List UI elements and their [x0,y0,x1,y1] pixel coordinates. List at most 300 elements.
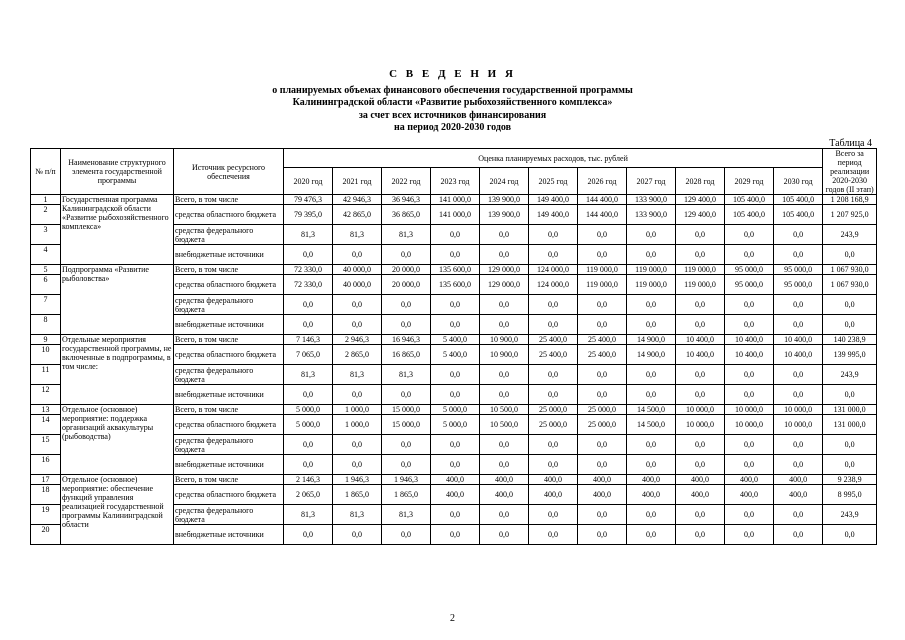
year-value: 0,0 [529,295,578,315]
period-total: 243,9 [823,365,877,385]
year-value: 144 400,0 [578,205,627,225]
year-value: 129 000,0 [480,275,529,295]
year-value: 0,0 [284,385,333,405]
year-value: 0,0 [627,225,676,245]
year-value: 400,0 [627,475,676,485]
year-value: 0,0 [480,505,529,525]
year-value: 25 000,0 [578,415,627,435]
financing-table [30,148,877,545]
year-value: 119 000,0 [676,265,725,275]
year-value: 0,0 [725,315,774,335]
row-number: 16 [31,455,61,475]
year-value: 400,0 [431,475,480,485]
year-value: 0,0 [480,245,529,265]
header-element: Наименование структурного элемента государственной программы [61,149,174,195]
funding-source: внебюджетные источники [174,315,284,335]
year-value: 81,3 [382,225,431,245]
year-value: 124 000,0 [529,265,578,275]
year-value: 400,0 [774,485,823,505]
row-number: 13 [31,405,61,415]
period-total: 243,9 [823,505,877,525]
year-value: 0,0 [382,525,431,545]
year-value: 25 400,0 [529,345,578,365]
year-value: 0,0 [431,315,480,335]
year-value: 141 000,0 [431,195,480,205]
year-value: 10 500,0 [480,415,529,435]
row-number: 8 [31,315,61,335]
year-value: 400,0 [725,485,774,505]
year-value: 0,0 [627,315,676,335]
year-value: 0,0 [333,295,382,315]
year-value: 0,0 [284,315,333,335]
period-total: 1 208 168,9 [823,195,877,205]
year-value: 129 400,0 [676,195,725,205]
doc-subtitle-line-3: за счет всех источников финансирования [358,110,547,121]
year-value: 124 000,0 [529,275,578,295]
year-value: 25 000,0 [529,405,578,415]
header-year: 2023 год [431,168,480,195]
year-value: 1 000,0 [333,415,382,435]
period-total: 9 238,9 [823,475,877,485]
year-value: 81,3 [284,225,333,245]
year-value: 72 330,0 [284,265,333,275]
year-value: 95 000,0 [774,275,823,295]
year-value: 400,0 [578,475,627,485]
year-value: 0,0 [382,315,431,335]
year-value: 1 946,3 [382,475,431,485]
year-value: 16 865,0 [382,345,431,365]
year-value: 0,0 [627,455,676,475]
row-number: 17 [31,475,61,485]
year-value: 105 400,0 [725,195,774,205]
year-value: 10 900,0 [480,335,529,345]
year-value: 0,0 [725,365,774,385]
table-row [31,265,877,275]
year-value: 1 946,3 [333,475,382,485]
year-value: 10 000,0 [774,405,823,415]
year-value: 0,0 [431,385,480,405]
table-row [31,475,877,485]
year-value: 0,0 [529,225,578,245]
year-value: 79 476,3 [284,195,333,205]
header-year: 2030 год [774,168,823,195]
year-value: 0,0 [627,435,676,455]
year-value: 0,0 [725,525,774,545]
year-value: 79 395,0 [284,205,333,225]
row-number: 1 [31,195,61,205]
year-value: 10 400,0 [676,345,725,365]
year-value: 0,0 [774,385,823,405]
year-value: 10 400,0 [774,345,823,365]
year-value: 105 400,0 [774,205,823,225]
year-value: 5 000,0 [431,405,480,415]
year-value: 5 000,0 [284,405,333,415]
year-value: 5 000,0 [284,415,333,435]
year-value: 0,0 [676,295,725,315]
year-value: 0,0 [480,225,529,245]
header-year: 2020 год [284,168,333,195]
year-value: 0,0 [333,525,382,545]
year-value: 40 000,0 [333,275,382,295]
period-total: 139 995,0 [823,345,877,365]
year-value: 10 400,0 [725,345,774,365]
funding-source: средства федерального бюджета [174,435,284,455]
year-value: 0,0 [480,525,529,545]
year-value: 400,0 [578,485,627,505]
year-value: 2 865,0 [333,345,382,365]
row-number: 4 [31,245,61,265]
funding-source: средства областного бюджета [174,345,284,365]
year-value: 400,0 [676,475,725,485]
row-number: 12 [31,385,61,405]
year-value: 25 400,0 [578,345,627,365]
funding-source: Всего, в том числе [174,405,284,415]
year-value: 10 000,0 [676,415,725,435]
year-value: 139 900,0 [480,195,529,205]
year-value: 0,0 [284,295,333,315]
year-value: 0,0 [333,385,382,405]
year-value: 20 000,0 [382,265,431,275]
year-value: 2 946,3 [333,335,382,345]
year-value: 0,0 [333,315,382,335]
year-value: 5 400,0 [431,345,480,365]
year-value: 149 400,0 [529,205,578,225]
year-value: 0,0 [529,525,578,545]
row-number: 7 [31,295,61,315]
year-value: 10 400,0 [774,335,823,345]
year-value: 0,0 [529,365,578,385]
year-value: 139 900,0 [480,205,529,225]
table-row [31,405,877,415]
year-value: 0,0 [774,525,823,545]
funding-source: средства областного бюджета [174,415,284,435]
row-number: 3 [31,225,61,245]
year-value: 0,0 [431,505,480,525]
year-value: 0,0 [333,435,382,455]
year-value: 1 000,0 [333,405,382,415]
year-value: 0,0 [627,505,676,525]
header-year: 2028 год [676,168,725,195]
period-total: 1 207 925,0 [823,205,877,225]
year-value: 133 900,0 [627,205,676,225]
year-value: 0,0 [774,225,823,245]
year-value: 0,0 [480,435,529,455]
table-label: Таблица 4 [829,138,872,149]
header-total: Всего за период реализации 2020-2030 годов (II этап) [823,149,877,195]
year-value: 81,3 [382,505,431,525]
funding-source: средства областного бюджета [174,275,284,295]
year-value: 14 500,0 [627,415,676,435]
year-value: 0,0 [529,435,578,455]
funding-source: Всего, в том числе [174,195,284,205]
doc-subtitle-line-1: о планируемых объемах финансового обеспечения государственной программы [272,85,633,96]
year-value: 42 865,0 [333,205,382,225]
year-value: 0,0 [431,225,480,245]
year-value: 0,0 [578,455,627,475]
year-value: 400,0 [774,475,823,485]
year-value: 42 946,3 [333,195,382,205]
year-value: 0,0 [627,245,676,265]
year-value: 10 400,0 [676,335,725,345]
year-value: 133 900,0 [627,195,676,205]
year-value: 0,0 [676,525,725,545]
structural-element-name: Отдельное (основное) мероприятие: обеспечение функций управления реализацией государственной программы Калининградской области [61,475,174,545]
year-value: 0,0 [382,245,431,265]
year-value: 0,0 [529,455,578,475]
row-number: 6 [31,275,61,295]
year-value: 0,0 [480,295,529,315]
year-value: 0,0 [627,525,676,545]
year-value: 81,3 [333,505,382,525]
year-value: 400,0 [431,485,480,505]
header-year: 2021 год [333,168,382,195]
year-value: 14 900,0 [627,335,676,345]
year-value: 0,0 [578,505,627,525]
year-value: 0,0 [382,385,431,405]
year-value: 0,0 [578,525,627,545]
year-value: 2 065,0 [284,485,333,505]
year-value: 5 000,0 [431,415,480,435]
year-value: 0,0 [431,295,480,315]
year-value: 25 400,0 [578,335,627,345]
year-value: 0,0 [578,245,627,265]
year-value: 10 400,0 [725,335,774,345]
table-row [31,195,877,205]
year-value: 0,0 [676,385,725,405]
year-value: 400,0 [480,475,529,485]
year-value: 0,0 [676,315,725,335]
header-year: 2027 год [627,168,676,195]
period-total: 0,0 [823,315,877,335]
year-value: 1 865,0 [333,485,382,505]
header-year: 2024 год [480,168,529,195]
year-value: 25 000,0 [578,405,627,415]
year-value: 0,0 [725,385,774,405]
year-value: 0,0 [774,505,823,525]
year-value: 0,0 [431,455,480,475]
funding-source: внебюджетные источники [174,455,284,475]
year-value: 400,0 [725,475,774,485]
year-value: 0,0 [431,245,480,265]
structural-element-name: Государственная программа Калининградской области «Развитие рыбохозяйственного комплекса» [61,195,174,265]
year-value: 400,0 [529,475,578,485]
year-value: 15 000,0 [382,415,431,435]
year-value: 0,0 [480,365,529,385]
year-value: 0,0 [676,225,725,245]
structural-element-name: Отдельное (основное) мероприятие: поддержка организаций аквакультуры (рыбоводства) [61,405,174,475]
funding-source: Всего, в том числе [174,475,284,485]
year-value: 25 000,0 [529,415,578,435]
period-total: 0,0 [823,455,877,475]
year-value: 0,0 [333,455,382,475]
year-value: 15 000,0 [382,405,431,415]
year-value: 400,0 [627,485,676,505]
funding-source: средства федерального бюджета [174,225,284,245]
doc-subtitle-line-4: на период 2020-2030 годов [393,122,512,133]
funding-source: средства областного бюджета [174,205,284,225]
year-value: 0,0 [578,315,627,335]
year-value: 0,0 [578,225,627,245]
doc-title: С В Е Д Е Н И Я [389,68,516,80]
year-value: 400,0 [676,485,725,505]
funding-source: внебюджетные источники [174,245,284,265]
funding-source: средства областного бюджета [174,485,284,505]
header-year: 2029 год [725,168,774,195]
year-value: 20 000,0 [382,275,431,295]
year-value: 0,0 [725,225,774,245]
year-value: 0,0 [676,365,725,385]
year-value: 119 000,0 [627,275,676,295]
year-value: 0,0 [774,295,823,315]
year-value: 0,0 [284,435,333,455]
year-value: 0,0 [627,295,676,315]
year-value: 129 400,0 [676,205,725,225]
year-value: 141 000,0 [431,205,480,225]
period-total: 0,0 [823,295,877,315]
year-value: 10 900,0 [480,345,529,365]
year-value: 0,0 [284,525,333,545]
year-value: 36 946,3 [382,195,431,205]
header-estimate: Оценка планируемых расходов, тыс. рублей [284,149,823,168]
row-number: 14 [31,415,61,435]
year-value: 25 400,0 [529,335,578,345]
year-value: 0,0 [725,435,774,455]
year-value: 144 400,0 [578,195,627,205]
page-number: 2 [450,613,455,624]
year-value: 95 000,0 [774,265,823,275]
year-value: 10 500,0 [480,405,529,415]
year-value: 81,3 [333,225,382,245]
year-value: 10 000,0 [676,405,725,415]
row-number: 15 [31,435,61,455]
year-value: 7 146,3 [284,335,333,345]
year-value: 0,0 [676,455,725,475]
year-value: 10 000,0 [725,405,774,415]
year-value: 10 000,0 [774,415,823,435]
year-value: 0,0 [627,365,676,385]
year-value: 0,0 [529,505,578,525]
year-value: 0,0 [774,245,823,265]
year-value: 0,0 [725,455,774,475]
year-value: 81,3 [284,505,333,525]
year-value: 0,0 [578,295,627,315]
row-number: 2 [31,205,61,225]
year-value: 0,0 [382,455,431,475]
year-value: 105 400,0 [725,205,774,225]
year-value: 400,0 [529,485,578,505]
year-value: 0,0 [333,245,382,265]
header-source: Источник ресурсного обеспечения [174,149,284,195]
header-year: 2022 год [382,168,431,195]
year-value: 0,0 [725,505,774,525]
year-value: 0,0 [431,435,480,455]
year-value: 119 000,0 [676,275,725,295]
period-total: 0,0 [823,435,877,455]
year-value: 0,0 [774,315,823,335]
year-value: 105 400,0 [774,195,823,205]
year-value: 0,0 [774,365,823,385]
header-num: № п/п [31,149,61,195]
doc-subtitle-line-2: Калининградской области «Развитие рыбохозяйственного комплекса» [292,97,613,108]
period-total: 243,9 [823,225,877,245]
year-value: 14 500,0 [627,405,676,415]
year-value: 0,0 [382,435,431,455]
year-value: 0,0 [480,455,529,475]
year-value: 14 900,0 [627,345,676,365]
year-value: 1 865,0 [382,485,431,505]
year-value: 0,0 [676,245,725,265]
table-row [31,335,877,345]
funding-source: средства федерального бюджета [174,365,284,385]
period-total: 0,0 [823,525,877,545]
period-total: 131 000,0 [823,415,877,435]
year-value: 0,0 [431,365,480,385]
year-value: 0,0 [725,295,774,315]
year-value: 0,0 [578,365,627,385]
year-value: 119 000,0 [627,265,676,275]
funding-source: внебюджетные источники [174,385,284,405]
year-value: 135 600,0 [431,275,480,295]
year-value: 0,0 [480,315,529,335]
row-number: 11 [31,365,61,385]
period-total: 140 238,9 [823,335,877,345]
period-total: 1 067 930,0 [823,265,877,275]
year-value: 0,0 [284,245,333,265]
row-number: 9 [31,335,61,345]
year-value: 95 000,0 [725,275,774,295]
year-value: 0,0 [725,245,774,265]
year-value: 0,0 [529,385,578,405]
year-value: 0,0 [480,385,529,405]
year-value: 0,0 [676,505,725,525]
period-total: 8 995,0 [823,485,877,505]
year-value: 0,0 [284,455,333,475]
row-number: 19 [31,505,61,525]
year-value: 2 146,3 [284,475,333,485]
year-value: 0,0 [774,435,823,455]
year-value: 0,0 [578,385,627,405]
year-value: 81,3 [333,365,382,385]
year-value: 0,0 [529,315,578,335]
structural-element-name: Отдельные мероприятия государственной программы, не включенные в подпрограммы, в том числе: [61,335,174,405]
year-value: 5 400,0 [431,335,480,345]
year-value: 0,0 [774,455,823,475]
year-value: 0,0 [627,385,676,405]
year-value: 16 946,3 [382,335,431,345]
year-value: 0,0 [578,435,627,455]
year-value: 81,3 [382,365,431,385]
year-value: 149 400,0 [529,195,578,205]
year-value: 129 000,0 [480,265,529,275]
year-value: 135 600,0 [431,265,480,275]
period-total: 1 067 930,0 [823,275,877,295]
year-value: 40 000,0 [333,265,382,275]
year-value: 119 000,0 [578,265,627,275]
period-total: 0,0 [823,245,877,265]
funding-source: Всего, в том числе [174,335,284,345]
year-value: 10 000,0 [725,415,774,435]
structural-element-name: Подпрограмма «Развитие рыболовства» [61,265,174,335]
header-year: 2025 год [529,168,578,195]
year-value: 119 000,0 [578,275,627,295]
year-value: 0,0 [529,245,578,265]
header-year: 2026 год [578,168,627,195]
period-total: 131 000,0 [823,405,877,415]
funding-source: средства федерального бюджета [174,295,284,315]
funding-source: Всего, в том числе [174,265,284,275]
year-value: 81,3 [284,365,333,385]
year-value: 36 865,0 [382,205,431,225]
